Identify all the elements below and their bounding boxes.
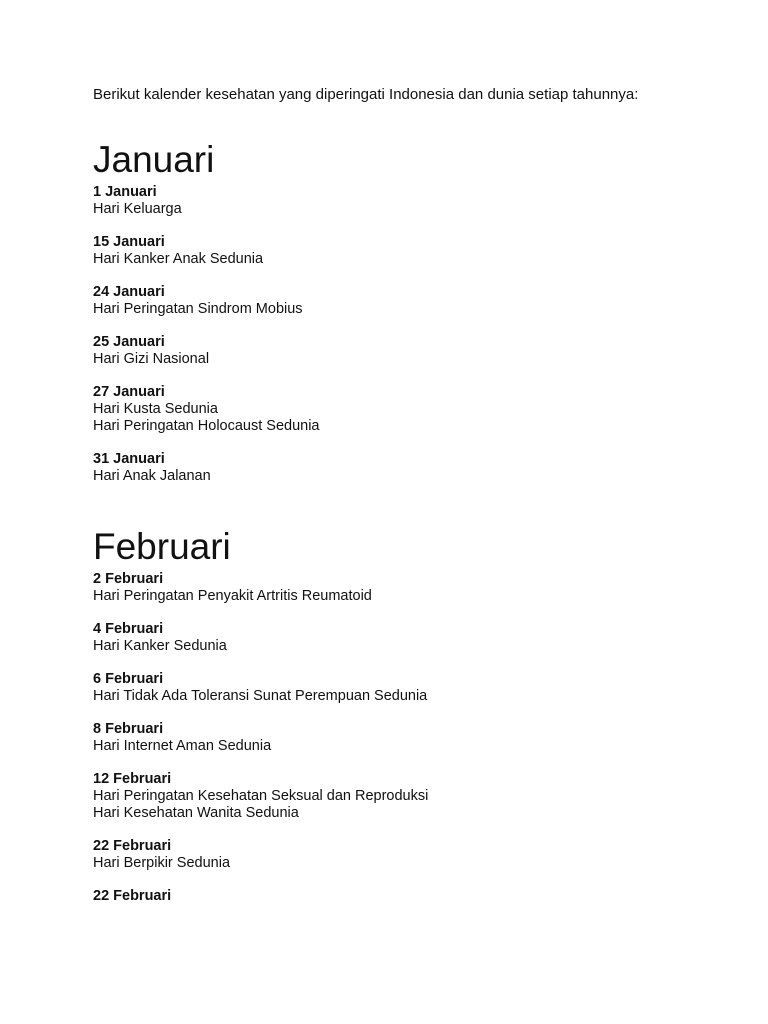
month-heading: Februari bbox=[93, 526, 231, 567]
calendar-entry bbox=[93, 571, 768, 605]
entry-event: Hari Gizi Nasional bbox=[93, 351, 210, 367]
intro-text: Berikut kalender kesehatan yang diperingati Indonesia dan dunia setiap tahunnya: bbox=[93, 86, 639, 103]
entry-date: 8 Februari bbox=[93, 721, 164, 737]
entry-date: 24 Januari bbox=[93, 284, 165, 300]
calendar-entry bbox=[93, 384, 768, 435]
entry-event: Hari Peringatan Kesehatan Seksual dan Reproduksi bbox=[93, 788, 429, 804]
entry-event: Hari Peringatan Penyakit Artritis Reumatoid bbox=[93, 588, 372, 604]
entry-date: 31 Januari bbox=[93, 451, 165, 467]
entry-event: Hari Internet Aman Sedunia bbox=[93, 738, 272, 754]
calendar-entry bbox=[93, 184, 768, 218]
entry-event: Hari Keluarga bbox=[93, 201, 182, 217]
entry-date: 2 Februari bbox=[93, 571, 164, 587]
calendar-entry bbox=[93, 838, 768, 872]
calendar-entry bbox=[93, 451, 768, 485]
month-heading: Januari bbox=[93, 139, 215, 180]
entry-event: Hari Peringatan Sindrom Mobius bbox=[93, 301, 303, 317]
entry-event: Hari Kanker Sedunia bbox=[93, 638, 227, 654]
calendar-entry bbox=[93, 234, 768, 268]
calendar-entry bbox=[93, 621, 768, 655]
entry-date: 12 Februari bbox=[93, 771, 172, 787]
calendar-entry bbox=[93, 284, 768, 318]
entry-date: 6 Februari bbox=[93, 671, 164, 687]
entry-event: Hari Kusta Sedunia bbox=[93, 401, 218, 417]
entry-event: Hari Kesehatan Wanita Sedunia bbox=[93, 805, 299, 821]
month-section-februari bbox=[93, 527, 768, 905]
entry-date: 4 Februari bbox=[93, 621, 164, 637]
entry-date: 27 Januari bbox=[93, 384, 165, 400]
entry-date: 22 Februari bbox=[93, 888, 172, 904]
entry-date: 22 Februari bbox=[93, 838, 172, 854]
calendar-entry bbox=[93, 888, 768, 905]
entry-date: 15 Januari bbox=[93, 234, 165, 250]
entry-event: Hari Peringatan Holocaust Sedunia bbox=[93, 418, 320, 434]
entry-event: Hari Berpikir Sedunia bbox=[93, 855, 231, 871]
entry-event: Hari Anak Jalanan bbox=[93, 468, 211, 484]
calendar-entry bbox=[93, 721, 768, 755]
calendar-entry bbox=[93, 334, 768, 368]
entry-event: Hari Tidak Ada Toleransi Sunat Perempuan Sedunia bbox=[93, 688, 428, 704]
calendar-entry bbox=[93, 671, 768, 705]
entry-date: 1 Januari bbox=[93, 184, 157, 200]
entry-date: 25 Januari bbox=[93, 334, 165, 350]
month-section-januari bbox=[93, 140, 768, 485]
calendar-entry bbox=[93, 771, 768, 822]
entry-event: Hari Kanker Anak Sedunia bbox=[93, 251, 264, 267]
